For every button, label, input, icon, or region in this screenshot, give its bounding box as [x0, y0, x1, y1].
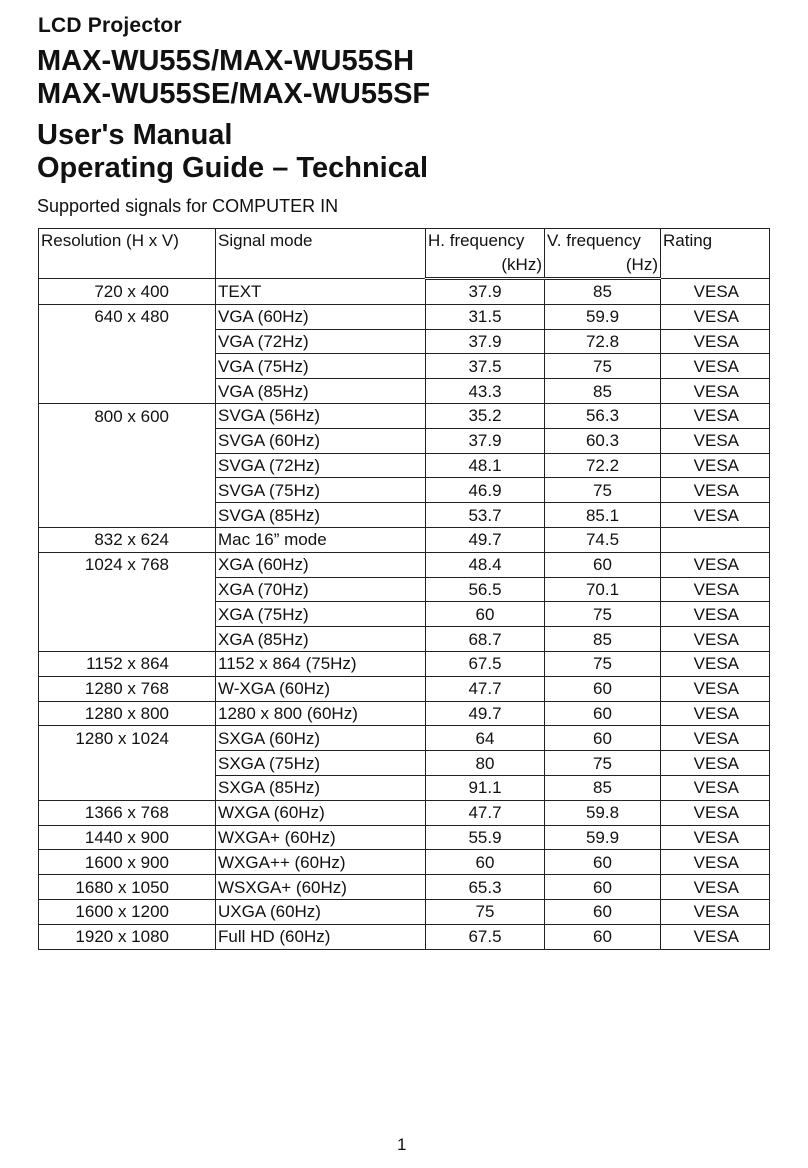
- table-row: [39, 527, 770, 552]
- table-row: [39, 751, 770, 776]
- rating-cell: VESA: [661, 751, 770, 776]
- rating-cell: VESA: [661, 577, 770, 602]
- v-frequency-cell: 85: [545, 279, 661, 305]
- rating-cell: VESA: [661, 503, 770, 528]
- h-frequency-cell: 37.9: [426, 279, 545, 305]
- h-frequency-cell: 37.5: [426, 354, 545, 379]
- h-frequency-cell: 43.3: [426, 379, 545, 404]
- rating-cell: [661, 527, 770, 552]
- table-row: [39, 602, 770, 627]
- h-frequency-cell: 65.3: [426, 875, 545, 900]
- signal-mode-cell: VGA (75Hz): [216, 354, 426, 379]
- signal-mode-cell: TEXT: [216, 279, 426, 305]
- resolution-cell: [39, 577, 216, 602]
- table-row: [39, 503, 770, 528]
- manual-title-line-1: User's Manual: [37, 119, 233, 151]
- h-frequency-cell: 37.9: [426, 428, 545, 453]
- table-row: [39, 775, 770, 800]
- v-frequency-cell: 60: [545, 552, 661, 577]
- manual-title: [37, 119, 428, 185]
- signal-mode-cell: SXGA (85Hz): [216, 775, 426, 800]
- resolution-cell: [39, 453, 216, 478]
- resolution-cell: [39, 428, 216, 453]
- resolution-cell: 1280 x 768: [39, 676, 216, 701]
- table-row: [39, 453, 770, 478]
- signal-mode-cell: SXGA (60Hz): [216, 726, 426, 751]
- h-frequency-cell: 55.9: [426, 825, 545, 850]
- v-frequency-cell: 60: [545, 875, 661, 900]
- h-frequency-cell: 48.1: [426, 453, 545, 478]
- table-row: [39, 627, 770, 652]
- table-row: [39, 701, 770, 726]
- h-frequency-cell: 35.2: [426, 403, 545, 428]
- rating-cell: VESA: [661, 403, 770, 428]
- resolution-cell: [39, 627, 216, 652]
- v-frequency-cell: 60: [545, 726, 661, 751]
- rating-cell: VESA: [661, 304, 770, 329]
- table-row: [39, 825, 770, 850]
- rating-cell: VESA: [661, 651, 770, 676]
- table-row: [39, 726, 770, 751]
- table-row: [39, 354, 770, 379]
- page-number: 1: [397, 1135, 407, 1154]
- resolution-cell: 1920 x 1080: [39, 924, 216, 949]
- resolution-cell: 1600 x 900: [39, 850, 216, 875]
- signal-mode-cell: VGA (60Hz): [216, 304, 426, 329]
- v-frequency-cell: 75: [545, 651, 661, 676]
- resolution-cell: 800 x 600: [39, 403, 216, 428]
- signal-mode-cell: XGA (85Hz): [216, 627, 426, 652]
- supported-signals-table: [38, 228, 770, 950]
- signal-mode-cell: XGA (75Hz): [216, 602, 426, 627]
- signal-mode-cell: Full HD (60Hz): [216, 924, 426, 949]
- header-rating: Rating: [661, 229, 770, 279]
- signal-mode-cell: W-XGA (60Hz): [216, 676, 426, 701]
- rating-cell: VESA: [661, 552, 770, 577]
- v-frequency-cell: 72.2: [545, 453, 661, 478]
- table-row: [39, 651, 770, 676]
- resolution-cell: [39, 775, 216, 800]
- signal-mode-cell: VGA (85Hz): [216, 379, 426, 404]
- v-frequency-cell: 59.9: [545, 304, 661, 329]
- signal-mode-cell: WXGA+ (60Hz): [216, 825, 426, 850]
- signal-mode-cell: UXGA (60Hz): [216, 899, 426, 924]
- signal-mode-cell: 1280 x 800 (60Hz): [216, 701, 426, 726]
- resolution-cell: 1024 x 768: [39, 552, 216, 577]
- resolution-cell: [39, 354, 216, 379]
- model-line-1: MAX-WU55S/MAX-WU55SH: [37, 45, 415, 77]
- table-row: [39, 304, 770, 329]
- rating-cell: VESA: [661, 627, 770, 652]
- header-v-frequency: V. frequency: [545, 229, 661, 254]
- v-frequency-cell: 85: [545, 627, 661, 652]
- resolution-cell: [39, 503, 216, 528]
- header-h-frequency: H. frequency: [426, 229, 545, 254]
- header-v-unit: (Hz): [545, 253, 661, 279]
- product-type: LCD Projector: [38, 14, 182, 37]
- v-frequency-cell: 60: [545, 850, 661, 875]
- h-frequency-cell: 67.5: [426, 651, 545, 676]
- v-frequency-cell: 56.3: [545, 403, 661, 428]
- header-h-unit: (kHz): [426, 253, 545, 279]
- rating-cell: VESA: [661, 279, 770, 305]
- signal-mode-cell: Mac 16” mode: [216, 527, 426, 552]
- signal-mode-cell: XGA (70Hz): [216, 577, 426, 602]
- v-frequency-cell: 60: [545, 899, 661, 924]
- resolution-cell: 1440 x 900: [39, 825, 216, 850]
- table-row: [39, 800, 770, 825]
- model-line-2: MAX-WU55SE/MAX-WU55SF: [37, 78, 431, 110]
- rating-cell: VESA: [661, 602, 770, 627]
- manual-title-line-2: Operating Guide – Technical: [37, 152, 429, 184]
- v-frequency-cell: 74.5: [545, 527, 661, 552]
- section-title: Supported signals for COMPUTER IN: [37, 196, 339, 216]
- table-row: [39, 379, 770, 404]
- h-frequency-cell: 37.9: [426, 329, 545, 354]
- resolution-cell: 1280 x 800: [39, 701, 216, 726]
- signal-mode-cell: SVGA (72Hz): [216, 453, 426, 478]
- signal-mode-cell: SVGA (56Hz): [216, 403, 426, 428]
- table-row: [39, 279, 770, 305]
- h-frequency-cell: 47.7: [426, 800, 545, 825]
- resolution-cell: 832 x 624: [39, 527, 216, 552]
- v-frequency-cell: 59.9: [545, 825, 661, 850]
- model-names: [37, 45, 430, 111]
- table-row: [39, 899, 770, 924]
- signal-mode-cell: WXGA++ (60Hz): [216, 850, 426, 875]
- v-frequency-cell: 75: [545, 478, 661, 503]
- header-signal-mode: Signal mode: [216, 229, 426, 279]
- v-frequency-cell: 59.8: [545, 800, 661, 825]
- table-row: [39, 329, 770, 354]
- resolution-cell: [39, 751, 216, 776]
- resolution-cell: [39, 329, 216, 354]
- h-frequency-cell: 48.4: [426, 552, 545, 577]
- rating-cell: VESA: [661, 775, 770, 800]
- rating-cell: VESA: [661, 899, 770, 924]
- table-row: [39, 875, 770, 900]
- h-frequency-cell: 75: [426, 899, 545, 924]
- rating-cell: VESA: [661, 726, 770, 751]
- rating-cell: VESA: [661, 676, 770, 701]
- resolution-cell: 720 x 400: [39, 279, 216, 305]
- signal-mode-cell: 1152 x 864 (75Hz): [216, 651, 426, 676]
- rating-cell: VESA: [661, 924, 770, 949]
- resolution-cell: 1152 x 864: [39, 651, 216, 676]
- v-frequency-cell: 70.1: [545, 577, 661, 602]
- v-frequency-cell: 75: [545, 602, 661, 627]
- signal-mode-cell: WSXGA+ (60Hz): [216, 875, 426, 900]
- h-frequency-cell: 91.1: [426, 775, 545, 800]
- rating-cell: VESA: [661, 453, 770, 478]
- signal-mode-cell: XGA (60Hz): [216, 552, 426, 577]
- signal-mode-cell: SVGA (60Hz): [216, 428, 426, 453]
- v-frequency-cell: 60: [545, 701, 661, 726]
- rating-cell: VESA: [661, 379, 770, 404]
- resolution-cell: 1366 x 768: [39, 800, 216, 825]
- resolution-cell: [39, 602, 216, 627]
- v-frequency-cell: 60: [545, 924, 661, 949]
- h-frequency-cell: 53.7: [426, 503, 545, 528]
- rating-cell: VESA: [661, 428, 770, 453]
- rating-cell: VESA: [661, 354, 770, 379]
- resolution-cell: 640 x 480: [39, 304, 216, 329]
- v-frequency-cell: 72.8: [545, 329, 661, 354]
- rating-cell: VESA: [661, 825, 770, 850]
- rating-cell: VESA: [661, 800, 770, 825]
- header-resolution: Resolution (H x V): [39, 229, 216, 279]
- table-row: [39, 552, 770, 577]
- signal-mode-cell: SVGA (85Hz): [216, 503, 426, 528]
- v-frequency-cell: 85: [545, 379, 661, 404]
- h-frequency-cell: 49.7: [426, 701, 545, 726]
- h-frequency-cell: 60: [426, 850, 545, 875]
- h-frequency-cell: 46.9: [426, 478, 545, 503]
- table-row: [39, 478, 770, 503]
- table-row: [39, 577, 770, 602]
- table-row: [39, 924, 770, 949]
- h-frequency-cell: 49.7: [426, 527, 545, 552]
- h-frequency-cell: 31.5: [426, 304, 545, 329]
- table-row: [39, 403, 770, 428]
- signal-mode-cell: SXGA (75Hz): [216, 751, 426, 776]
- resolution-cell: 1600 x 1200: [39, 899, 216, 924]
- v-frequency-cell: 85: [545, 775, 661, 800]
- rating-cell: VESA: [661, 875, 770, 900]
- h-frequency-cell: 67.5: [426, 924, 545, 949]
- signal-mode-cell: SVGA (75Hz): [216, 478, 426, 503]
- v-frequency-cell: 60: [545, 676, 661, 701]
- signal-mode-cell: WXGA (60Hz): [216, 800, 426, 825]
- v-frequency-cell: 85.1: [545, 503, 661, 528]
- h-frequency-cell: 56.5: [426, 577, 545, 602]
- table-row: [39, 850, 770, 875]
- v-frequency-cell: 75: [545, 354, 661, 379]
- h-frequency-cell: 68.7: [426, 627, 545, 652]
- table-header-row: [39, 229, 770, 254]
- resolution-cell: 1680 x 1050: [39, 875, 216, 900]
- table-row: [39, 428, 770, 453]
- h-frequency-cell: 47.7: [426, 676, 545, 701]
- resolution-cell: [39, 379, 216, 404]
- resolution-cell: 1280 x 1024: [39, 726, 216, 751]
- v-frequency-cell: 75: [545, 751, 661, 776]
- rating-cell: VESA: [661, 329, 770, 354]
- rating-cell: VESA: [661, 701, 770, 726]
- rating-cell: VESA: [661, 478, 770, 503]
- h-frequency-cell: 80: [426, 751, 545, 776]
- h-frequency-cell: 60: [426, 602, 545, 627]
- signal-mode-cell: VGA (72Hz): [216, 329, 426, 354]
- resolution-cell: [39, 478, 216, 503]
- rating-cell: VESA: [661, 850, 770, 875]
- h-frequency-cell: 64: [426, 726, 545, 751]
- table-row: [39, 676, 770, 701]
- v-frequency-cell: 60.3: [545, 428, 661, 453]
